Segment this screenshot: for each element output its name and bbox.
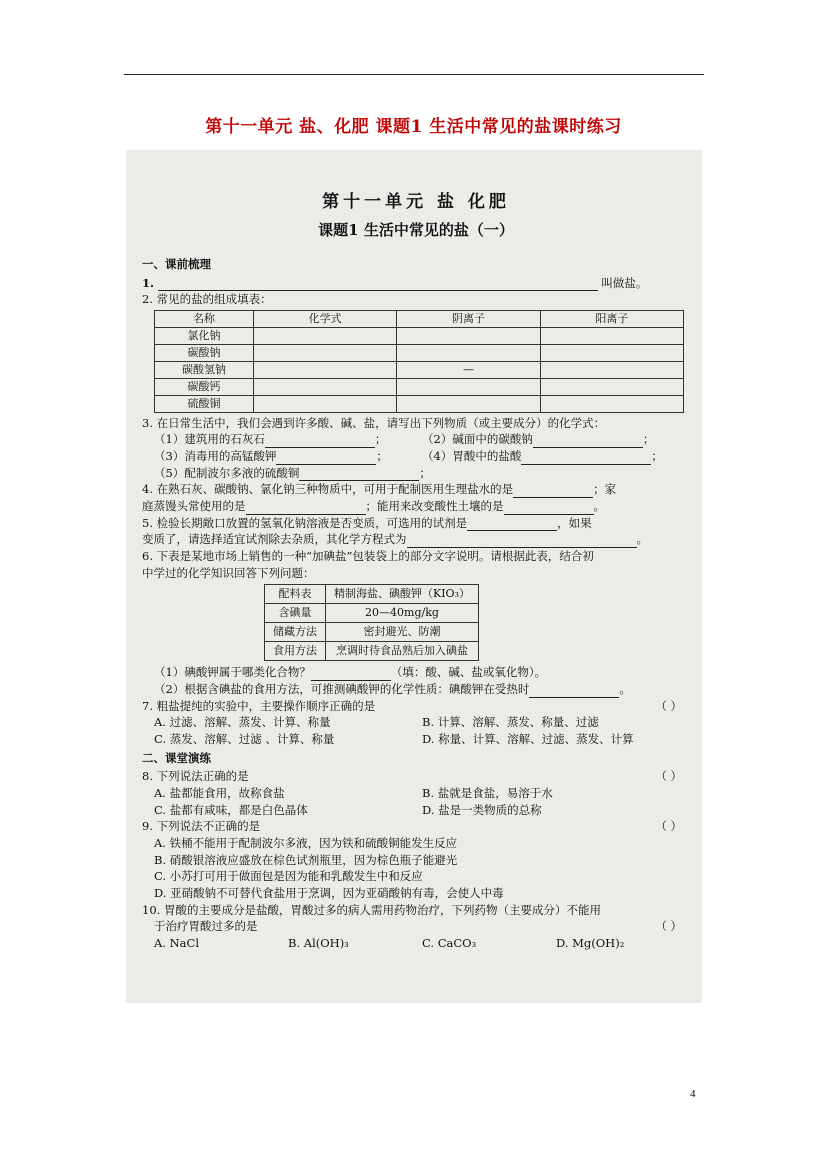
table-row: 食用方法 烹调时待食品熟后加入碘盐: [265, 642, 479, 661]
question-1: [142, 275, 690, 292]
option[interactable]: B. 盐就是食盐，易溶于水: [422, 786, 553, 801]
page-number: 4: [690, 1088, 696, 1100]
answer-blank[interactable]: [311, 668, 391, 681]
answer-blank[interactable]: [521, 452, 651, 465]
question-7-options: [142, 714, 690, 747]
question-10-options: [142, 935, 690, 952]
question-5-cont: 变质了，请选择适宜试剂除去杂质，其化学方程式为 。: [142, 532, 648, 547]
salt-composition-table: [154, 310, 684, 413]
question-7: 7. 粗盐提纯的实验中，主要操作顺序正确的是 （ ）: [142, 698, 682, 713]
question-5: 5. 检验长期敞口放置的氢氧化钠溶液是否变质，可选用的试剂是 ，如果: [142, 515, 592, 530]
table-header: 化学式: [254, 311, 397, 328]
question-8: 8. 下列说法正确的是 （ ）: [142, 769, 682, 784]
question-6-part-2: （2）根据含碘盐的食用方法，可推测碘酸钾的化学性质：碘酸钾在受热时 。: [154, 682, 631, 697]
option[interactable]: C. 蒸发、溶解、过滤 、计算、称量: [154, 732, 335, 747]
answer-blank[interactable]: [529, 685, 619, 698]
answer-blank[interactable]: [467, 518, 557, 531]
answer-blank[interactable]: [276, 452, 376, 465]
table-row: 配料表 精制海盐、碘酸钾（KIO₃）: [265, 585, 479, 604]
answer-blank[interactable]: [513, 485, 593, 498]
question-3: 3. 在日常生活中，我们会遇到许多酸、碱、盐，请写出下列物质（或主要成分）的化学式：: [142, 415, 606, 430]
answer-blank[interactable]: [407, 535, 637, 548]
option[interactable]: D. 盐是一类物质的总称: [422, 802, 542, 817]
answer-blank[interactable]: [533, 435, 643, 448]
question-4: 4. 在熟石灰、碳酸钠、氯化钠三种物质中，可用于配制医用生理盐水的是 ；家: [142, 482, 617, 497]
question-3-row: （3）消毒用的高锰酸钾 ； （4）胃酸中的盐酸 ；: [154, 448, 663, 463]
option[interactable]: B. 计算、溶解、蒸发、称量、过滤: [422, 715, 599, 730]
option[interactable]: A. 铁桶不能用于配制波尔多液，因为铁和硫酸铜能发生反应: [154, 836, 458, 851]
table-row: 硫酸铜: [155, 395, 684, 412]
table-row: 碳酸氢钠 —: [155, 361, 684, 378]
question-text: 叫做盐。: [601, 275, 648, 290]
question-10-cont: 于治疗胃酸过多的是 （ ）: [154, 919, 682, 934]
question-8-options: [142, 785, 690, 818]
table-header: 阳离子: [540, 311, 683, 328]
header-rule: [124, 74, 704, 75]
table-row: 含碘量 20—40mg/kg: [265, 604, 479, 623]
answer-blank[interactable]: [265, 435, 375, 448]
option[interactable]: B. 硝酸银溶液应盛放在棕色试剂瓶里，因为棕色瓶子能避光: [154, 852, 458, 867]
option[interactable]: C. 小苏打可用于做面包是因为能和乳酸发生中和反应: [154, 869, 423, 884]
scanned-worksheet: [126, 150, 702, 1003]
question-3-row: （1）建筑用的石灰石 ； （2）碱面中的碳酸钠 ；: [154, 432, 655, 447]
iodized-salt-table: [264, 584, 479, 661]
table-row: 氯化钠: [155, 327, 684, 344]
question-9: 9. 下列说法不正确的是 （ ）: [142, 819, 682, 834]
option[interactable]: C. CaCO₃: [422, 936, 477, 951]
question-number: 1.: [142, 275, 155, 290]
option[interactable]: D. 称量、计算、溶解、过滤、蒸发、计算: [422, 732, 634, 747]
question-4-cont: 庭蒸馒头常使用的是 ；能用来改变酸性土壤的是 。: [142, 499, 605, 513]
answer-blank[interactable]: [246, 502, 366, 515]
question-10: 10. 胃酸的主要成分是盐酸，胃酸过多的病人需用药物治疗，下列药物（主要成分）不能用: [142, 902, 601, 917]
section-heading: 一、课前梳理: [142, 257, 211, 271]
table-row: 储藏方法 密封避光、防潮: [265, 623, 479, 642]
answer-blank[interactable]: [299, 468, 419, 481]
lesson-title: 课题1 生活中常见的盐（一）: [318, 221, 514, 239]
question-6: 6. 下表是某地市场上销售的一种“加碘盐”包装袋上的部分文字说明。请根据此表，结合初: [142, 549, 594, 564]
unit-title: 第十一单元 盐 化肥: [322, 192, 510, 212]
option[interactable]: C. 盐都有咸味，都是白色晶体: [154, 802, 308, 817]
document-title: 第十一单元 盐、化肥 课题1 生活中常见的盐课时练习: [205, 117, 622, 137]
question-6-cont: 中学过的化学知识回答下列问题：: [142, 565, 315, 580]
option[interactable]: A. 过滤、溶解、蒸发、计算、称量: [154, 715, 331, 730]
table-row: 碳酸钙: [155, 378, 684, 395]
question-2: 2. 常见的盐的组成填表：: [142, 292, 272, 307]
option[interactable]: A. 盐都能食用，故称食盐: [154, 786, 285, 801]
table-row: 碳酸钠: [155, 344, 684, 361]
option[interactable]: D. 亚硝酸钠不可替代食盐用于烹调，因为亚硝酸钠有毒，会使人中毒: [154, 886, 504, 901]
option[interactable]: A. NaCl: [154, 936, 200, 951]
worksheet-content: [142, 254, 690, 952]
answer-blank[interactable]: [504, 502, 594, 515]
question-3-row: （5）配制波尔多液的硫酸铜 ；: [154, 465, 431, 480]
answer-blank[interactable]: [158, 278, 598, 291]
question-6-part-1: （1）碘酸钾属于哪类化合物？ （填：酸、碱、盐或氧化物）。: [154, 665, 547, 680]
section-heading: 二、课堂演练: [142, 750, 211, 765]
table-header: 名称: [155, 311, 254, 328]
option[interactable]: B. Al(OH)₃: [288, 936, 349, 951]
option[interactable]: D. Mg(OH)₂: [556, 936, 625, 951]
table-header: 阴离子: [397, 311, 540, 328]
